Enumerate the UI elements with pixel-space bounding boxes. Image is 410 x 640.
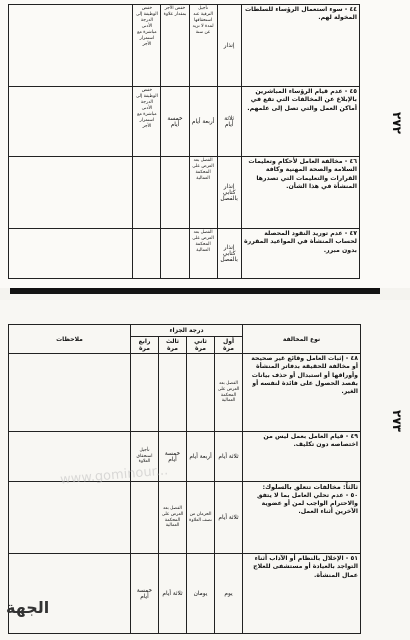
offense-cell: ٥١ - الإخلال بالنظام أو الآداب أثناء التواجد بالعيادة أو مستشفى للعلاج عمال المنشأة. bbox=[243, 554, 361, 634]
penalty-fourth: خفض الوظيفة إلى الدرجة الأدنى مباشرة مع استمرار الأجر bbox=[133, 5, 161, 87]
penalty-first: الفصل بعد العرض على المحكمة العمالية bbox=[215, 354, 243, 432]
table-row bbox=[9, 229, 360, 279]
watermark: www.gominour... bbox=[59, 463, 169, 488]
table-row bbox=[9, 87, 360, 157]
penalty-second bbox=[187, 354, 215, 432]
penalty-second: الفصل بعد العرض على المحكمة العمالية bbox=[189, 229, 217, 279]
penalty-second: أربعة أيام bbox=[187, 432, 215, 482]
penalty-second: يومان bbox=[187, 554, 215, 634]
penalty-fourth bbox=[131, 354, 159, 432]
offense-cell: ٤٨ - إثبات العامل وقائع غير صحيحة أو مخالفة للحقيقة بدفاتر المنشأة وأوراقها أو استبدال أو حذف بيانات بقصد الحصول على فائدة لنفسه أو الغير. bbox=[243, 354, 361, 432]
penalty-second: الحرمان من نصف العلاوة bbox=[187, 482, 215, 554]
offense-cell: ٤٦ - مخالفة العامل لأحكام وتعليمات السلامة والصحة المهنية وكافة القرارات والتعليمات التي تصدرها المنشأة في هذا الشأن. bbox=[241, 157, 359, 229]
penalty-first: إنذار كتابي بالفصل bbox=[217, 229, 241, 279]
offense-text: ٥٠ - عدم تحلي العامل بما لا يتفق والاحترام الواجب لمن أو عضوية الآخرين أثناء العمل. bbox=[257, 491, 359, 516]
penalty-second: تأجيل الترقية عند استحقاقها لمدة لا تزيد عن سنة bbox=[189, 5, 217, 87]
offense-cell: ٤٧ - عدم توريد النقود المحصلة لحساب المنشأة في المواعيد المقررة بدون مبرر. bbox=[241, 229, 359, 279]
penalties-table-top bbox=[8, 4, 360, 279]
notes-cell bbox=[9, 5, 133, 87]
offense-cell bbox=[243, 482, 361, 554]
penalty-fourth: خفض الوظيفة إلى الدرجة الأدنى مباشرة مع استمرار الأجر bbox=[133, 87, 161, 157]
penalty-third: خمسة أيام bbox=[161, 87, 189, 157]
header-notes: ملاحظات bbox=[9, 325, 131, 354]
penalty-first: يوم bbox=[215, 554, 243, 634]
notes-cell bbox=[9, 354, 131, 432]
header-first: أول مرة bbox=[215, 337, 243, 354]
header-fourth: رابع مرة bbox=[131, 337, 159, 354]
page-number-bottom: ٢٧٣ bbox=[390, 410, 404, 432]
penalty-third: ثلاثة أيام bbox=[159, 554, 187, 634]
penalty-fourth bbox=[133, 157, 161, 229]
penalty-fourth bbox=[131, 482, 159, 554]
offense-cell: ٤٩ - قيام العامل بعمل ليس من اختصاصه دون تكليف. bbox=[243, 432, 361, 482]
penalty-third: الفصل بعد العرض على المحكمة العمالية bbox=[159, 482, 187, 554]
logo-stamp: الجهة bbox=[6, 598, 50, 617]
table-row bbox=[9, 554, 361, 634]
header-second: ثاني مرة bbox=[187, 337, 215, 354]
table-row bbox=[9, 354, 361, 432]
penalty-first: إنذار bbox=[217, 5, 241, 87]
notes-cell bbox=[9, 482, 131, 554]
penalty-third bbox=[159, 354, 187, 432]
penalty-second: الفصل بعد العرض على المحكمة العمالية bbox=[189, 157, 217, 229]
penalty-fourth: تأجيل استحقاق العلاوة bbox=[131, 432, 159, 482]
penalty-first: إنذار كتابي بالفصل bbox=[217, 157, 241, 229]
offense-cell: ٤٤ - سوء استعمال الرؤساء للسلطات المخولة لهم. bbox=[241, 5, 359, 87]
page-number-top: ٢٧٢ bbox=[390, 112, 404, 134]
notes-cell bbox=[9, 157, 133, 229]
header-third: ثالث مرة bbox=[159, 337, 187, 354]
table-row bbox=[9, 5, 360, 87]
page-divider bbox=[10, 288, 380, 294]
table-row bbox=[9, 482, 361, 554]
notes-cell bbox=[9, 87, 133, 157]
notes-cell bbox=[9, 229, 133, 279]
penalty-second: أربعة أيام bbox=[189, 87, 217, 157]
notes-cell bbox=[9, 554, 131, 634]
penalty-fourth: خمسة أيام bbox=[131, 554, 159, 634]
penalty-third bbox=[161, 157, 189, 229]
penalty-third: خفض الأجر بمقدار علاوة bbox=[161, 5, 189, 87]
penalty-first: ثلاثة أيام bbox=[217, 87, 241, 157]
penalty-fourth bbox=[133, 229, 161, 279]
penalty-third: خمسة أيام bbox=[159, 432, 187, 482]
penalty-first: ثلاثة أيام bbox=[215, 432, 243, 482]
section-heading: ثالثاً: مخالفات تتعلق بالسلوك: bbox=[262, 483, 359, 491]
table-header-row bbox=[9, 325, 361, 337]
table-row bbox=[9, 157, 360, 229]
offense-cell: ٤٥ - عدم قيام الرؤساء المباشرين بالإبلاغ عن المخالفات التي تقع في أماكن العمل والتي تصل إلى علمهم. bbox=[241, 87, 359, 157]
penalty-third bbox=[161, 229, 189, 279]
header-penalty-group: درجة الجزاء bbox=[131, 325, 243, 337]
penalty-first: ثلاثة أيام bbox=[215, 482, 243, 554]
header-offense: نوع المخالفة bbox=[243, 325, 361, 354]
